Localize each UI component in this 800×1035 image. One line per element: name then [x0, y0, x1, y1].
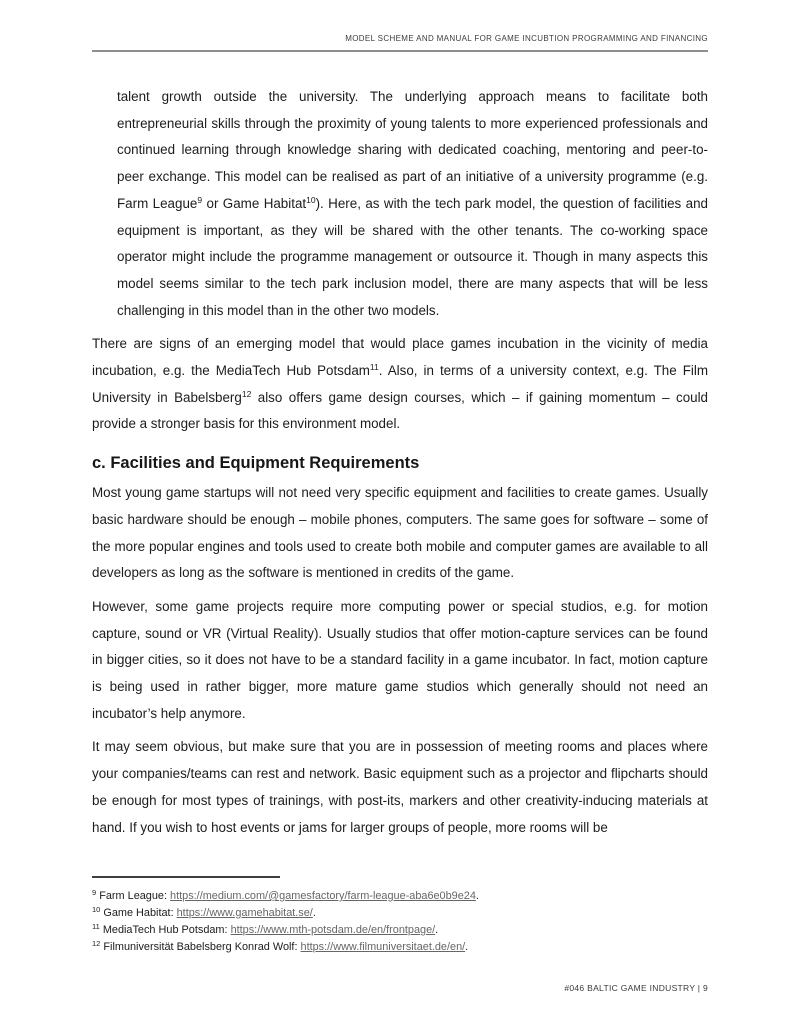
paragraph: Most young game startups will not need very specific equipment and facilities to create games. Usually basic hardware should be enough – mobile phones, computers. The same goes for software – some of the more popular engines and tools used to create both mobile and computer games are available to all developers as long as the software is mentioned in credits of the game. — [92, 485, 708, 581]
footnote-reference: 12 — [241, 388, 252, 399]
paragraph: It may seem obvious, but make sure that you are in possession of meeting rooms and places where your companies/teams can rest and network. Basic equipment such as a projector and flipcharts should be enough for most types of trainings, with post-its, markers and other creativity-inducing materials at hand. If you wish to host events or jams for larger groups of people, more rooms will be — [92, 739, 708, 835]
footnote-separator — [92, 876, 280, 878]
footnote — [92, 922, 708, 939]
footnote-marker: 10 — [92, 905, 101, 914]
paragraph: talent growth outside the university. The underlying approach means to facilitate both entrepreneurial skills through the proximity of young talents to more experienced professionals and continued learning through knowledge sharing with dedicated coaching, mentoring and peer-to-peer exchange. This model can be realised as part of an initiative of a university programme (e.g. Farm League$^9$ or Game Habitat$^{10}$). Here, as with the tech park model, the question of facilities and equipment is important, as they will be shared with the other tenants. The co-working space operator might include the programme management or outsource it. Though in many aspects this model seems similar to the tech park inclusion model, there are many aspects that will be less challenging in this model than in the other two models. — [117, 89, 708, 318]
footer-text: #046 BALTIC GAME INDUSTRY | 9 — [564, 983, 708, 993]
footnote — [92, 939, 708, 956]
header-title: MODEL SCHEME AND MANUAL FOR GAME INCUBTION PROGRAMMING AND FINANCING — [345, 34, 708, 43]
footnote-label: MediaTech Hub Potsdam: — [102, 924, 231, 936]
footnote-label: Farm League: — [99, 890, 171, 902]
footnote — [92, 905, 708, 922]
footnote-suffix: . — [435, 924, 439, 936]
footnote-suffix: . — [475, 890, 479, 902]
footnotes-list — [92, 888, 708, 956]
footnote-marker: 11 — [92, 922, 100, 931]
footnote-reference: 9 — [197, 194, 203, 205]
footnote-reference: 10 — [306, 194, 316, 205]
footnote-marker: 9 — [92, 888, 97, 897]
footnote-label: Filmuniversität Babelsberg Konrad Wolf: — [103, 941, 301, 953]
footnote — [92, 888, 708, 905]
footnote-suffix: . — [465, 941, 469, 953]
footnote-link[interactable]: https://medium.com/@gamesfactory/farm-league-aba6e0b9e24 — [170, 890, 476, 902]
header-rule — [92, 50, 708, 52]
footnote-link[interactable]: https://www.filmuniversitaet.de/en/ — [300, 941, 466, 953]
paragraph: However, some game projects require more computing power or special studios, e.g. for motion capture, sound or VR (Virtual Reality). Usually studios that offer motion-capture services can be found in bigger cities, so it does not have to be a standard facility in a game incubator. In fact, motion capture is being used in rather bigger, more mature game studios which generally should not need an incubator’s help anymore. — [92, 598, 708, 721]
footnote-suffix: . — [312, 907, 316, 919]
paragraph: There are signs of an emerging model that would place games incubation in the vicinity of media incubation, e.g. the MediaTech Hub Potsdam$^{11}$. Also, in terms of a university context, e.g. The Film University in Babelsberg$^{12}$ also offers game design courses, which – if gaining momentum – could provide a stronger basis for this environment model. — [92, 336, 709, 432]
footnote-label: Game Habitat: — [103, 907, 177, 919]
footnotes-section — [92, 876, 708, 956]
footnote-link[interactable]: https://www.mth-potsdam.de/en/frontpage/ — [230, 924, 436, 936]
document-body — [92, 84, 708, 848]
footnote-link[interactable]: https://www.gamehabitat.se/ — [176, 907, 313, 919]
footnote-reference: 11 — [369, 362, 379, 373]
section-heading: c. Facilities and Equipment Requirements — [92, 454, 420, 473]
footnote-marker: 12 — [92, 939, 101, 948]
